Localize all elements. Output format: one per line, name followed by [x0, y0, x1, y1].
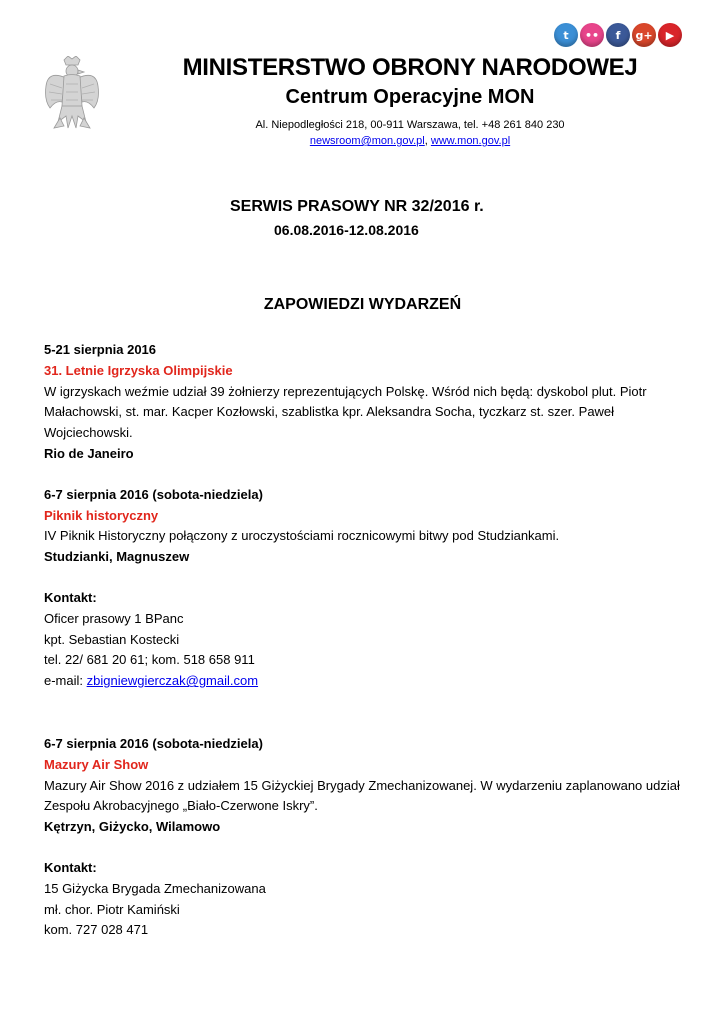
- ministry-title: MINISTERSTWO OBRONY NARODOWEJ: [182, 54, 638, 81]
- website-link[interactable]: www.mon.gov.pl: [430, 135, 511, 147]
- contact-label: Kontakt:: [44, 589, 97, 605]
- event-item: [44, 734, 684, 941]
- section-heading: ZAPOWIEDZI WYDARZEŃ: [263, 296, 462, 313]
- event-description: Mazury Air Show 2016 z udziałem 15 Giżyckiej Brygady Zmechanizowanej. W wydarzeniu zaplanowano udział Zespołu Akrobacyjnego „Biało-Czerwone Iskry”.: [44, 777, 680, 814]
- email-prefix: e-mail:: [44, 673, 87, 689]
- social-icons: [554, 23, 682, 47]
- email-link[interactable]: newsroom@mon.gov.pl: [309, 135, 425, 147]
- event-date: 5-21 sierpnia 2016: [44, 342, 157, 357]
- event-location: Rio de Janeiro: [44, 445, 134, 461]
- date-range: 06.08.2016-12.08.2016: [274, 222, 419, 238]
- contact-line: tel. 22/ 681 20 61; kom. 518 658 911: [44, 652, 255, 668]
- contact-email-line: [44, 671, 684, 692]
- event-name: 31. Letnie Igrzyska Olimpijskie: [44, 362, 233, 378]
- polish-eagle-emblem-icon: [44, 56, 100, 140]
- event-date: 6-7 sierpnia 2016 (sobota-niedziela): [44, 735, 263, 751]
- contact-label: Kontakt:: [44, 859, 97, 875]
- event-item: [44, 340, 684, 465]
- event-location: Studzianki, Magnuszew: [44, 549, 190, 565]
- contact-email-link[interactable]: zbigniewgierczak@gmail.com: [86, 673, 259, 689]
- event-location: Kętrzyn, Giżycko, Wilamowo: [44, 819, 221, 835]
- flickr-icon[interactable]: ••: [580, 23, 604, 47]
- event-name: Piknik historyczny: [44, 507, 159, 523]
- link-separator: ,: [424, 135, 431, 147]
- address: Al. Niepodległości 218, 00-911 Warszawa, tel. +48 261 840 230: [255, 119, 565, 131]
- centre-title: Centrum Operacyjne MON: [285, 86, 535, 108]
- facebook-icon[interactable]: f: [606, 23, 630, 47]
- contact-links: [150, 135, 670, 147]
- event-description: W igrzyskach weźmie udział 39 żołnierzy reprezentujących Polskę. Wśród nich będą: dyskobol plut. Piotr Małachowski, st. mar. Kacper Kozłowski, szablistka kpr. Aleksandra Socha, tyczkarz st. szer. Paweł Wojciechowski.: [44, 383, 647, 441]
- contact-line: mł. chor. Piotr Kamiński: [44, 901, 180, 917]
- contact-line: kom. 727 028 471: [44, 922, 149, 938]
- event-item: [44, 485, 684, 692]
- contact-line: 15 Giżycka Brygada Zmechanizowana: [44, 880, 266, 896]
- contact-line: Oficer prasowy 1 BPanc: [44, 610, 184, 626]
- press-service-title: SERWIS PRASOWY NR 32/2016 r.: [230, 198, 484, 215]
- event-date: 6-7 sierpnia 2016 (sobota-niedziela): [44, 486, 263, 502]
- youtube-icon[interactable]: ▶: [658, 23, 682, 47]
- twitter-icon[interactable]: t: [554, 23, 578, 47]
- event-description: IV Piknik Historyczny połączony z uroczystościami rocznicowymi bitwy pod Studziankami.: [44, 528, 560, 544]
- events-list: [44, 340, 684, 941]
- contact-line: kpt. Sebastian Kostecki: [44, 631, 180, 647]
- google-plus-icon[interactable]: g+: [632, 23, 656, 47]
- event-name: Mazury Air Show: [44, 756, 149, 772]
